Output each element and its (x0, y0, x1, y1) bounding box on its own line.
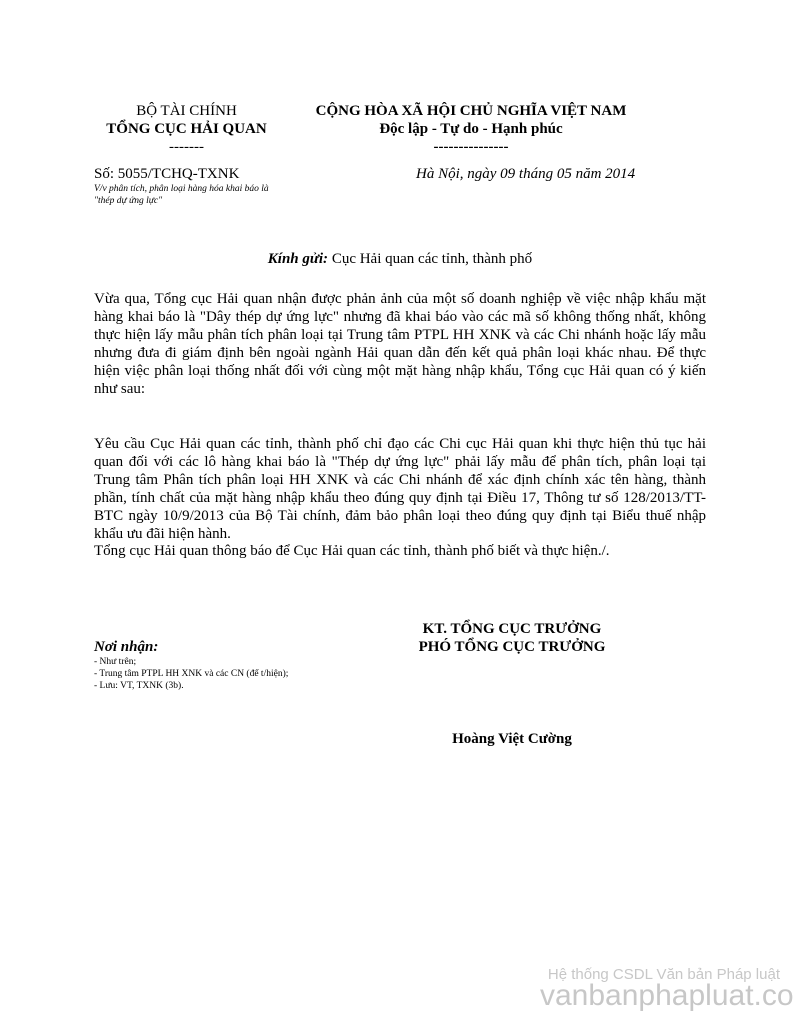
list-item: - Như trên; (94, 657, 137, 667)
document-number: Số: 5055/TCHQ-TXNK (94, 166, 240, 182)
signature-line-2: PHÓ TỔNG CỤC TRƯỞNG (418, 639, 606, 655)
recipients-list (94, 656, 414, 692)
right-header-separator: --------------- (433, 139, 509, 155)
watermark-caption: Hệ thống CSDL Văn bản Pháp luật (547, 966, 780, 983)
recipient-line (94, 250, 706, 268)
document-date: Hà Nội, ngày 09 tháng 05 năm 2014 (416, 166, 636, 182)
body-paragraph-3: Tổng cục Hải quan thông báo để Cục Hải quan các tỉnh, thành phố biết và thực hiện./. (94, 543, 610, 559)
watermark-domain: vanbanphapluat.co (540, 979, 794, 1012)
national-header (286, 102, 656, 156)
signer-name: Hoàng Việt Cường (452, 731, 572, 747)
left-header-separator: ------- (169, 139, 204, 155)
signature-title (396, 620, 628, 656)
signature-line-1: KT. TỔNG CỤC TRƯỞNG (422, 621, 602, 637)
ministry-name: BỘ TÀI CHÍNH (136, 103, 237, 119)
agency-name: TỔNG CỤC HẢI QUAN (106, 121, 267, 137)
national-motto: Độc lập - Tự do - Hạnh phúc (379, 121, 563, 137)
recipients-title: Nơi nhận: (94, 639, 159, 655)
body-paragraph-1: Vừa qua, Tổng cục Hải quan nhận được phản ảnh của một số doanh nghiệp về việc nhập khẩu mặt hàng khai báo là "Dây thép dự ứng lực" nhưng đã khai báo vào các mã số không thống nhất, không thực hiện lấy mẫu phân tích phân loại tại Trung tâm PTPL HH XNK và các Chi nhánh hoặc lấy mẫu nhưng đưa đi giám định bên ngoài ngành Hải quan dẫn đến kết quả phân loại khác nhau. Để thực hiện việc phân loại thống nhất đối với cùng một mặt hàng nhập khẩu, Tổng cục Hải quan có ý kiến như sau: (94, 291, 706, 397)
issuing-authority (94, 102, 279, 156)
nation-name: CỘNG HÒA XÃ HỘI CHỦ NGHĨA VIỆT NAM (315, 103, 627, 119)
list-item: - Trung tâm PTPL HH XNK và các CN (để t/hiện); (94, 669, 289, 679)
recipient-label: Kính gửi: (267, 251, 329, 267)
list-item: - Lưu: VT, TXNK (3b). (94, 681, 184, 691)
recipient-value: Cục Hải quan các tỉnh, thành phố (328, 251, 533, 267)
document-subject: V/v phân tích, phân loại hàng hóa khai báo là "thép dự ứng lực" (94, 184, 269, 206)
body-paragraph-2: Yêu cầu Cục Hải quan các tỉnh, thành phố chỉ đạo các Chi cục Hải quan khi thực hiện thủ tục hải quan đối với các lô hàng khai báo là "Thép dự ứng lực" phải lấy mẫu để phân tích, phân loại tại Trung tâm Phân tích phân loại HH XNK và các Chi nhánh để xác định chính xác tên hàng, thành phần, tính chất của mặt hàng nhập khẩu theo đúng quy định tại Điều 17, Thông tư số 128/2013/TT-BTC ngày 10/9/2013 của Bộ Tài chính, đảm bảo phân loại theo đúng quy định tại Biểu thuế nhập khẩu ưu đãi hiện hành. (94, 436, 706, 542)
